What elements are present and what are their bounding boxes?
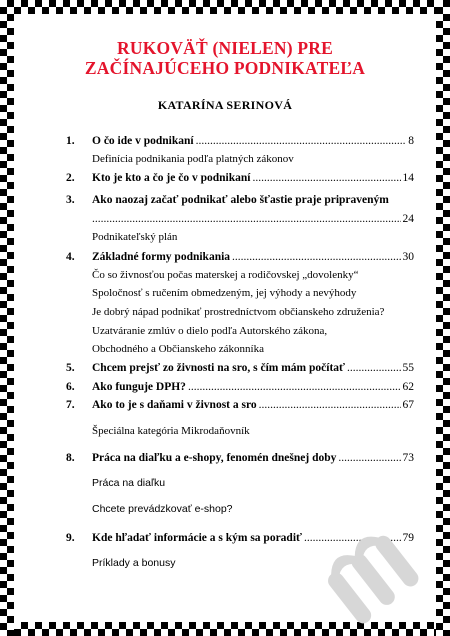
entry-number: 9.	[66, 532, 75, 544]
entry-page: 8	[408, 135, 414, 147]
toc-entry-3-continuation	[92, 212, 414, 226]
dot-leader	[188, 380, 401, 394]
entry-page: 55	[402, 362, 414, 374]
entry-page: 79	[402, 532, 414, 544]
entry-title: Ako funguje DPH?	[92, 381, 186, 393]
dot-leader	[252, 171, 400, 185]
entry-title: Kto je kto a čo je čo v podnikaní	[92, 172, 251, 184]
subentry: Definícia podnikania podľa platných zákonov	[92, 153, 294, 165]
entry-number: 6.	[66, 381, 75, 393]
entry-page: 67	[402, 399, 414, 411]
entry-page: 14	[402, 172, 414, 184]
dot-leader	[338, 451, 400, 465]
dot-leader	[196, 134, 407, 148]
entry-page: 73	[402, 452, 414, 464]
entry-title: O čo ide v podnikaní	[92, 135, 194, 147]
entry-title: Ako to je s daňami v živnost a sro	[92, 399, 257, 411]
book-title-line-2: ZAČÍNAJÚCEHO PODNIKATEĽA	[84, 58, 366, 78]
entry-title: Ako naozaj začať podnikať alebo šťastie praje pripraveným	[92, 194, 389, 206]
entry-title: Základné formy podnikania	[92, 251, 231, 263]
book-title-line-1: RUKOVÄŤ (NIELEN) PRE	[117, 38, 333, 58]
entry-title: Chcem prejsť zo živnosti na sro, s čím mám počítať	[92, 362, 346, 374]
subentry: Chcete prevádzkovať e-shop?	[92, 503, 233, 515]
entry-number: 4.	[66, 251, 75, 263]
entry-title: Práca na diaľku a e-shopy, fenomén dnešnej doby	[92, 452, 337, 464]
dot-leader	[259, 398, 401, 412]
subentry: Podnikateľský plán	[92, 231, 178, 243]
dot-leader	[232, 250, 400, 264]
entry-number: 1.	[66, 135, 75, 147]
entry-number: 5.	[66, 362, 75, 374]
entry-title: Kde hľadať informácie a s kým sa poradiť	[92, 532, 303, 544]
entry-number: 8.	[66, 452, 75, 464]
checkered-border-top	[0, 0, 450, 14]
martinus-m-logo-icon	[314, 520, 430, 636]
subentry: Príklady a bonusy	[92, 557, 176, 569]
entry-page: 24	[402, 213, 414, 225]
checkered-border-right	[436, 0, 450, 636]
entry-page: 30	[402, 251, 414, 263]
book-title	[28, 38, 422, 78]
entry-number: 2.	[66, 172, 75, 184]
entry-page: 62	[402, 381, 414, 393]
entry-number: 3.	[66, 194, 75, 206]
dot-leader	[347, 361, 400, 375]
author-name: KATARÍNA SERINOVÁ	[157, 98, 293, 112]
subentry: Obchodného a Občianskeho zákonníka	[92, 343, 264, 355]
checkered-border-left	[0, 0, 14, 636]
subentry: Práca na diaľku	[92, 477, 166, 489]
subentry: Čo so živnosťou počas materskej a rodičovskej „dovolenky“	[92, 269, 359, 281]
entry-number: 7.	[66, 399, 75, 411]
subentry: Uzatváranie zmlúv o dielo podľa Autorského zákona,	[92, 325, 328, 337]
subentry: Špeciálna kategória Mikrodaňovník	[92, 425, 250, 437]
subentry: Spoločnosť s ručením obmedzeným, jej výhody a nevýhody	[92, 287, 357, 299]
dot-leader	[92, 212, 401, 226]
subentry: Je dobrý nápad podnikať prostredníctvom občianskeho združenia?	[92, 306, 385, 318]
